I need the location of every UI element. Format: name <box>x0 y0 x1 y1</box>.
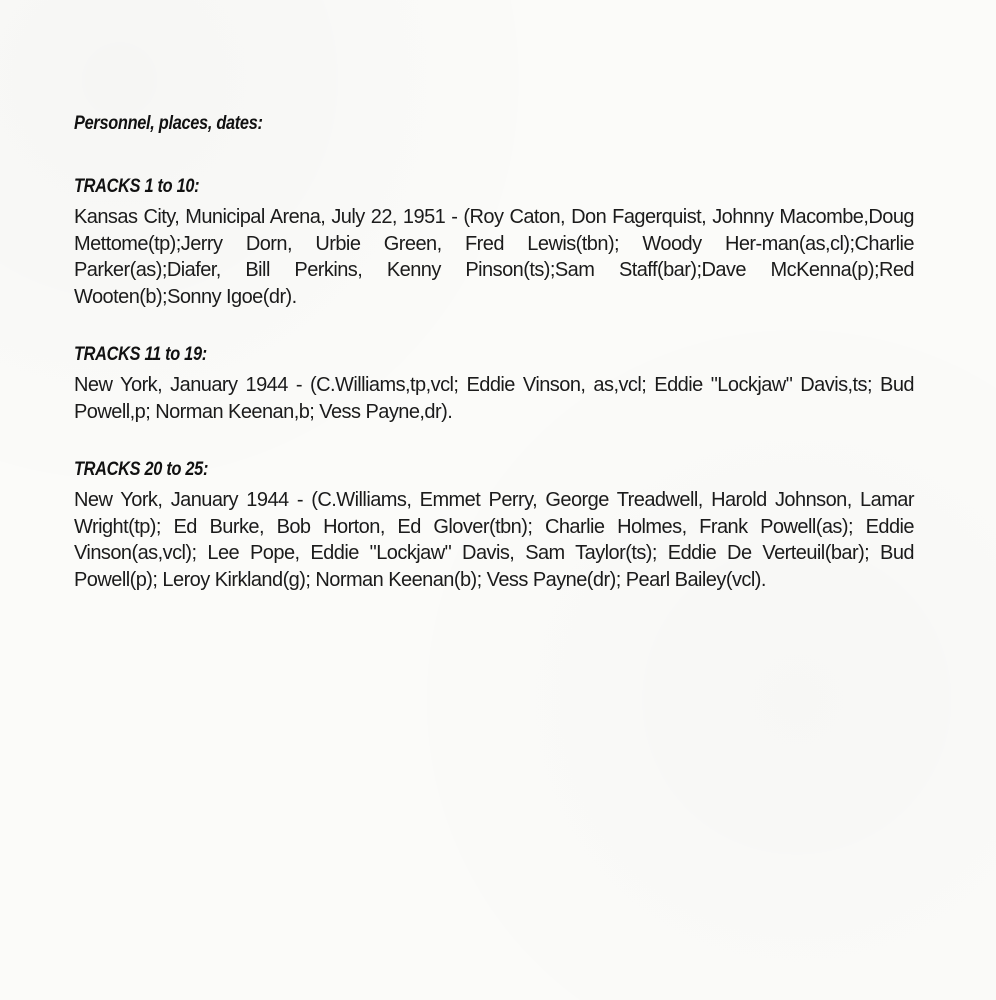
personnel-content <box>74 112 914 626</box>
page-title: Personnel, places, dates: <box>74 113 263 134</box>
tracks-1-to-10-heading: TRACKS 1 to 10: <box>74 176 200 197</box>
tracks-20-to-25-text: New York, January 1944 - (C.Williams, Emmet Perry, George Treadwell, Harold Johnson, Lamar Wright(tp); Ed Burke, Bob Horton, Ed Glover(tbn); Charlie Holmes, Frank Powell(as); Eddie Vinson(as,vcl); Lee Pope, Eddie "Lockjaw" Davis, Sam Taylor(ts); Eddie De Verteuil(bar); Bud Powell(p); Leroy Kirkland(g); Norman Keenan(b); Vess Payne(dr); Pearl Bailey(vcl). <box>74 489 914 591</box>
tracks-20-to-25-heading: TRACKS 20 to 25: <box>74 459 209 480</box>
tracks-11-to-19-text: New York, January 1944 - (C.Williams,tp,vcl; Eddie Vinson, as,vcl; Eddie "Lockjaw" Davis,ts; Bud Powell,p; Norman Keenan,b; Vess Payne,dr). <box>74 374 914 423</box>
tracks-11-to-19-section <box>74 343 914 425</box>
tracks-20-to-25-section <box>74 458 914 593</box>
tracks-11-to-19-heading: TRACKS 11 to 19: <box>74 344 207 365</box>
tracks-1-to-10-text: Kansas City, Municipal Arena, July 22, 1951 - (Roy Caton, Don Fagerquist, Johnny Macombe,Doug Mettome(tp);Jerry Dorn, Urbie Green, Fred Lewis(tbn); Woody Her-man(as,cl);Charlie Parker(as);Diafer, Bill Perkins, Kenny Pinson(ts);Sam Staff(bar);Dave McKenna(p);Red Wooten(b);Sonny Igoe(dr). <box>74 206 914 308</box>
tracks-1-to-10-section <box>74 175 914 310</box>
